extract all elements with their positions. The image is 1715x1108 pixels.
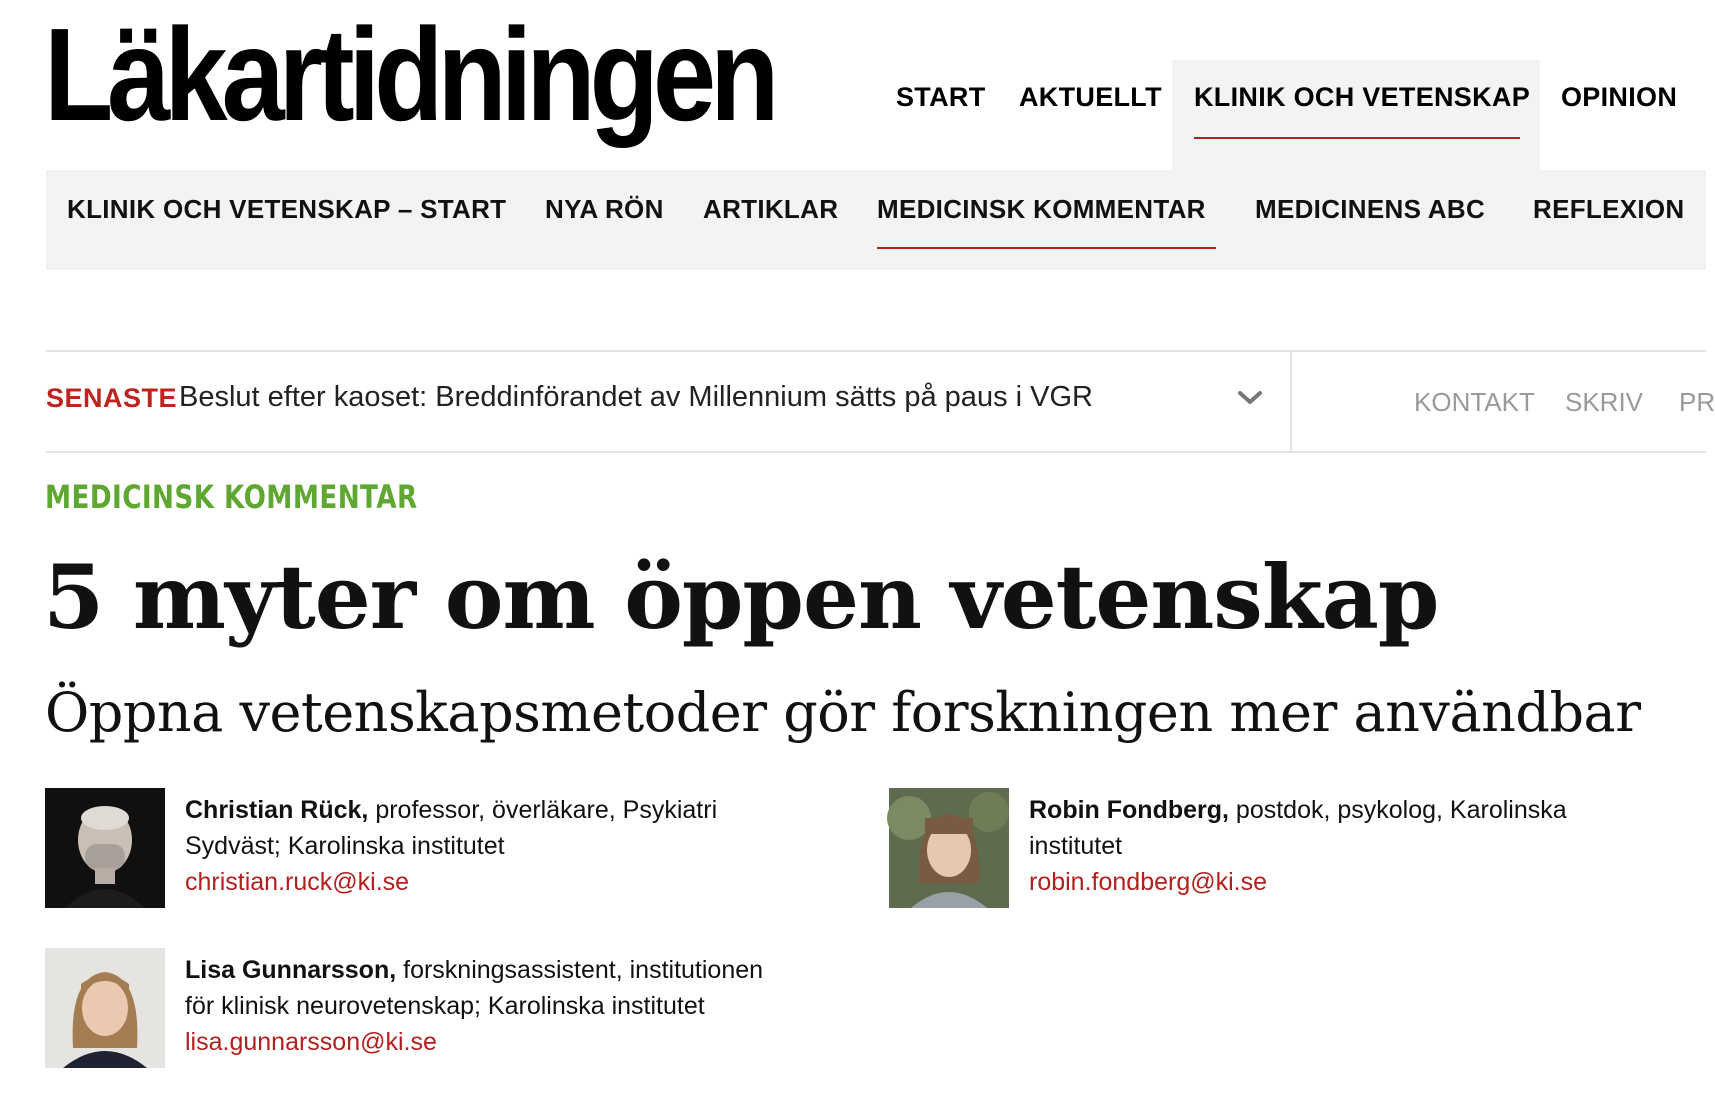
article-category-link[interactable]: MEDICINSK KOMMENTAR: [45, 478, 418, 516]
sub-nav-reflexion[interactable]: REFLEXION: [1533, 194, 1685, 224]
author-email-link[interactable]: robin.fondberg@ki.se: [1029, 868, 1268, 896]
author-name: Christian Rück,: [185, 796, 369, 824]
author-card: [45, 948, 845, 1078]
main-nav-start[interactable]: START: [896, 82, 986, 112]
site-logo[interactable]: Läkartidningen: [44, 1, 774, 148]
author-card: [889, 788, 1669, 918]
sub-nav-artiklar[interactable]: ARTIKLAR: [703, 194, 839, 224]
author-name: Robin Fondberg,: [1029, 796, 1229, 824]
author-affiliation: postdok, psykolog, Karolinska: [1228, 796, 1567, 824]
author-details: [1029, 792, 1567, 900]
sub-nav-nya-ron[interactable]: NYA RÖN: [545, 194, 664, 224]
main-nav-active-underline: [1194, 137, 1520, 139]
utility-link-pr[interactable]: PR: [1679, 387, 1715, 417]
author-email-link[interactable]: christian.ruck@ki.se: [185, 868, 410, 896]
author-details: [185, 952, 763, 1060]
ticker-label: SENASTE: [46, 383, 178, 413]
utility-link-kontakt[interactable]: KONTAKT: [1414, 387, 1535, 417]
utility-link-skriv[interactable]: SKRIV: [1565, 387, 1644, 417]
article-subtitle: Öppna vetenskapsmetoder gör forskningen mer användbar: [45, 681, 1641, 744]
sub-nav-klinik-start[interactable]: KLINIK OCH VETENSKAP – START: [67, 194, 507, 224]
main-nav-opinion[interactable]: OPINION: [1561, 82, 1678, 112]
author-card: [45, 788, 805, 918]
sub-nav-active-underline: [877, 247, 1216, 249]
ticker-top-divider: [46, 350, 1706, 352]
chevron-down-icon[interactable]: [1237, 388, 1263, 408]
author-photo-avatar: [45, 948, 165, 1068]
ticker-vertical-divider: [1290, 352, 1292, 451]
author-affiliation: för klinisk neurovetenskap; Karolinska institutet: [185, 992, 705, 1020]
author-affiliation: forskningsassistent, institutionen: [396, 956, 764, 984]
author-affiliation: institutet: [1029, 832, 1123, 860]
author-name: Lisa Gunnarsson,: [185, 956, 397, 984]
main-nav-klinik-och-vetenskap[interactable]: KLINIK OCH VETENSKAP: [1194, 82, 1531, 112]
author-affiliation: professor, överläkare, Psykiatri: [368, 796, 718, 824]
author-affiliation: Sydväst; Karolinska institutet: [185, 832, 505, 860]
author-photo-avatar: [889, 788, 1009, 908]
sub-nav-medicinsk-kommentar[interactable]: MEDICINSK KOMMENTAR: [877, 194, 1206, 224]
ticker-headline-link[interactable]: Beslut efter kaoset: Breddinförandet av Millennium sätts på paus i VGR: [179, 381, 1093, 413]
main-nav-aktuellt[interactable]: AKTUELLT: [1019, 82, 1162, 112]
article-title: 5 myter om öppen vetenskap: [43, 545, 1439, 649]
author-details: [185, 792, 717, 900]
ticker-bottom-divider: [46, 451, 1706, 453]
author-photo-avatar: [45, 788, 165, 908]
main-nav-active-highlight: [1172, 60, 1540, 170]
author-email-link[interactable]: lisa.gunnarsson@ki.se: [185, 1028, 437, 1056]
sub-nav-medicinens-abc[interactable]: MEDICINENS ABC: [1255, 194, 1486, 224]
